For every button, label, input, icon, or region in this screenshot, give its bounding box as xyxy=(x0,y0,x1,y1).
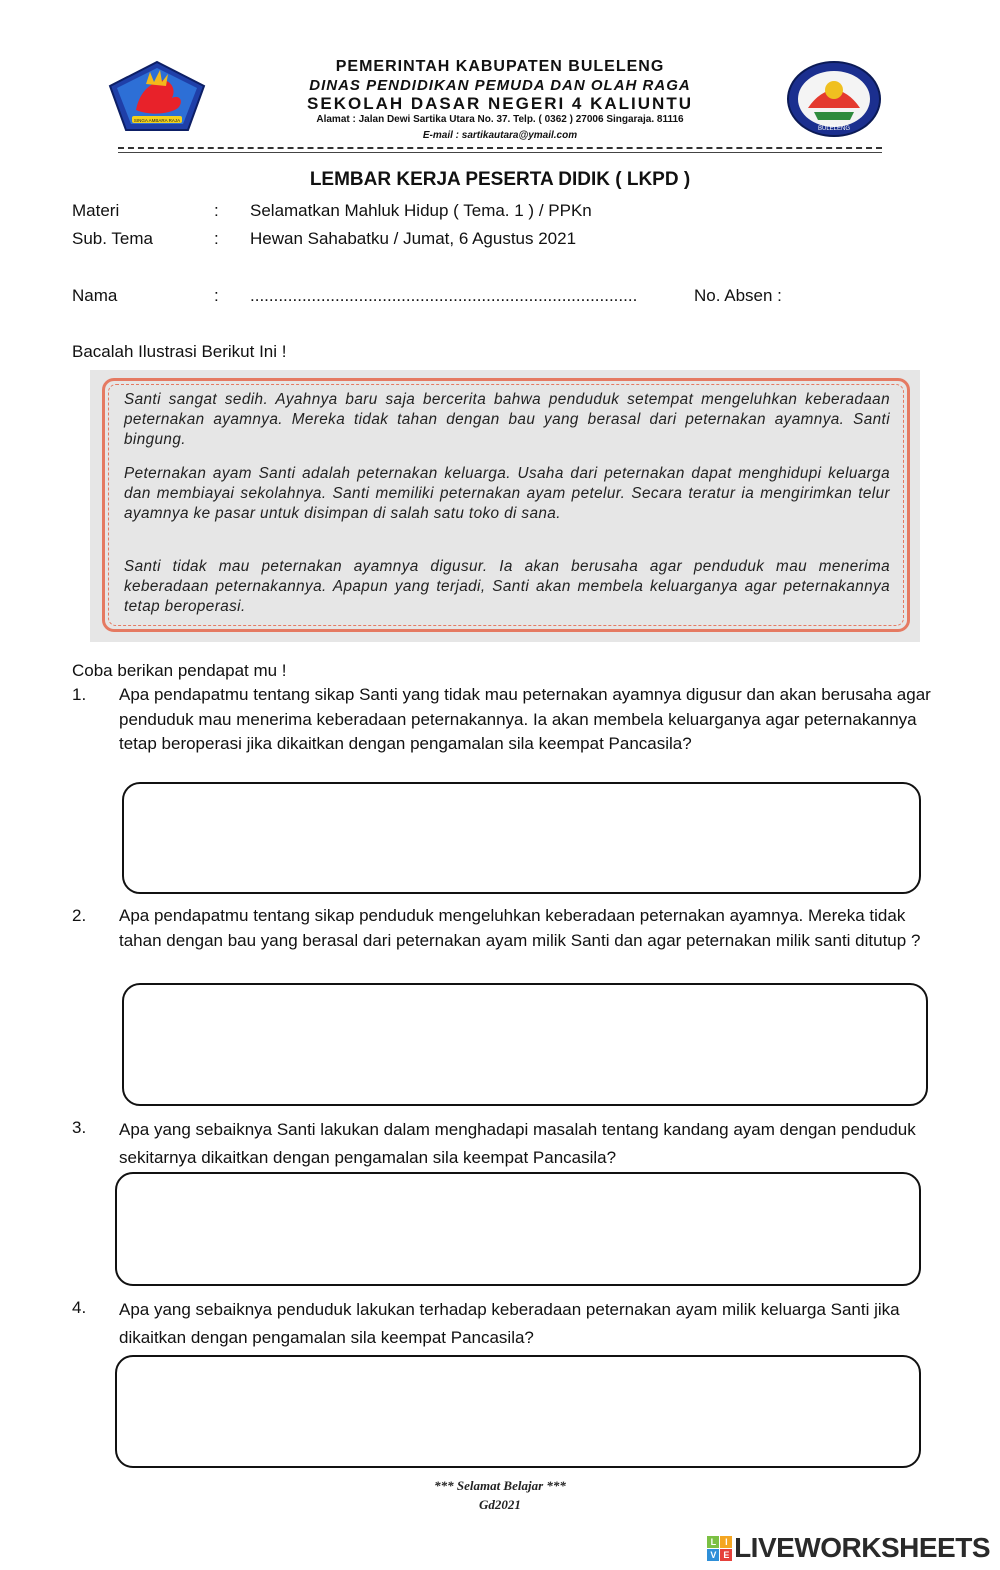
story-paragraph-1: Santi sangat sedih. Ayahnya baru saja bercerita bahwa penduduk setempat mengeluhkan keberadaan peternakan ayamnya. Mereka tidak tahan dengan bau yang berasal dari peternakan ayamnya. Santi bingung. xyxy=(124,391,890,448)
question-text: Apa pendapatmu tentang sikap penduduk mengeluhkan keberadaan peternakan ayamnya. Mereka tidak tahan dengan bau yang berasal dari peternakan ayam milik Santi dan agar peternakan milik santi ditutup ? xyxy=(119,906,921,950)
absen-label: No. Absen : xyxy=(694,286,782,305)
nama-field[interactable]: .................................................................................. xyxy=(250,286,638,305)
author-code: Gd2021 xyxy=(479,1497,521,1512)
answer-box-4[interactable] xyxy=(115,1355,921,1468)
closing-greeting: *** Selamat Belajar *** xyxy=(434,1478,566,1493)
answer-box-2[interactable] xyxy=(122,983,928,1106)
question-number: 3. xyxy=(72,1118,87,1137)
regency-logo xyxy=(106,60,208,132)
materi-label: Materi xyxy=(72,201,120,220)
question-text: Apa yang sebaiknya Santi lakukan dalam menghadapi masalah tentang kandang ayam dengan penduduk sekitarnya dikaitkan dengan pengamalan sila keempat Pancasila? xyxy=(119,1120,916,1167)
question-number: 2. xyxy=(72,906,87,925)
school-email: E-mail : sartikautara@ymail.com xyxy=(422,130,578,141)
story-paragraph-2: Peternakan ayam Santi adalah peternakan keluarga. Usaha dari peternakan dapat menghidupi keluarga dan membiayai sekolahnya. Santi memiliki peternakan ayam petelur. Secara teratur ia mengirimkan telur ayamnya ke pasar untuk disimpan di salah satu toko di sana. xyxy=(124,465,890,522)
story-paragraph-3: Santi tidak mau peternakan ayamnya digusur. Ia akan berusaha agar penduduk mau menerima keberadaan peternakannya. Apapun yang terjadi, Santi akan membela keluarganya agar peternakannya tetap beroperasi. xyxy=(124,558,890,615)
subtema-value: Hewan Sahabatku / Jumat, 6 Agustus 2021 xyxy=(250,229,577,248)
answer-box-1[interactable] xyxy=(122,782,921,894)
logo-ribbon-text: BULELENG xyxy=(817,126,851,132)
materi-colon: : xyxy=(214,201,219,220)
nama-label: Nama xyxy=(72,286,118,305)
brand-logo-icon: L I V E xyxy=(707,1536,732,1561)
school-name: SEKOLAH DASAR NEGERI 4 KALIUNTU xyxy=(307,94,693,113)
subtema-colon: : xyxy=(214,229,219,248)
reading-instruction: Bacalah Ilustrasi Berikut Ini ! xyxy=(72,342,287,361)
question-number: 4. xyxy=(72,1298,87,1317)
school-address: Alamat : Jalan Dewi Sartika Utara No. 37. Telp. ( 0362 ) 27006 Singaraja. 81116 xyxy=(316,114,684,125)
department-name: DINAS PENDIDIKAN PEMUDA DAN OLAH RAGA xyxy=(309,77,691,94)
brand-name: LIVEWORKSHEETS xyxy=(734,1532,990,1563)
question-text: Apa pendapatmu tentang sikap Santi yang tidak mau peternakan ayamnya digusur dan akan berusaha agar penduduk mau menerima keberadaan peternakannya. Ia akan membela keluarganya agar peternakannya tetap beroperasi jika dikaitkan dengan pengamalan sila keempat Pancasila? xyxy=(119,685,931,753)
letterhead-divider xyxy=(118,147,882,149)
worksheet-title: LEMBAR KERJA PESERTA DIDIK ( LKPD ) xyxy=(309,169,691,190)
liveworksheets-brand[interactable] xyxy=(707,1532,990,1564)
opinion-prompt: Coba berikan pendapat mu ! xyxy=(72,661,287,680)
letterhead-divider-thin xyxy=(118,152,882,153)
subtema-label: Sub. Tema xyxy=(72,229,153,248)
question-number: 1. xyxy=(72,685,87,704)
answer-box-3[interactable] xyxy=(115,1172,921,1286)
question-text: Apa yang sebaiknya penduduk lakukan terhadap keberadaan peternakan ayam milik keluarga Santi jika dikaitkan dengan pengamalan sila keempat Pancasila? xyxy=(119,1300,900,1347)
materi-value: Selamatkan Mahluk Hidup ( Tema. 1 ) / PPKn xyxy=(250,201,592,220)
school-logo xyxy=(786,60,882,138)
government-name: PEMERINTAH KABUPATEN BULELENG xyxy=(335,58,665,75)
logo-banner-text: SINGA AMBARA RAJA xyxy=(133,118,181,123)
nama-colon: : xyxy=(214,286,219,305)
